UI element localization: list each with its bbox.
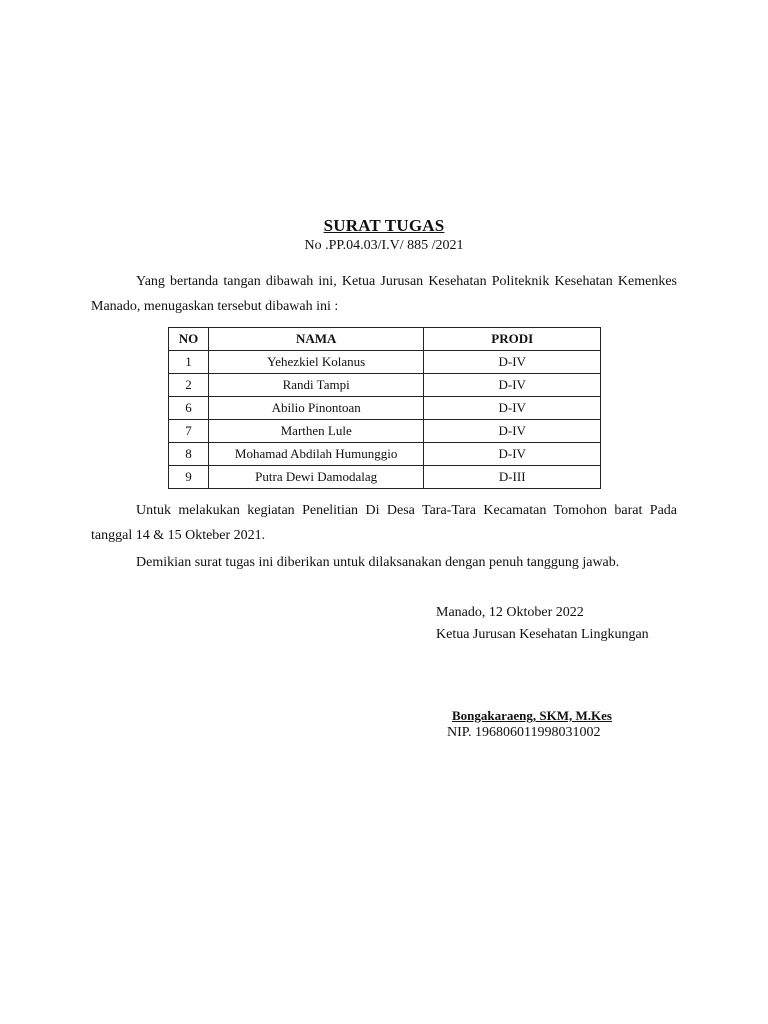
closing-paragraph: Demikian surat tugas ini diberikan untuk dilaksanakan dengan penuh tanggung jawab. <box>136 555 620 570</box>
cell-nama: Yehezkiel Kolanus <box>208 351 424 374</box>
opening-paragraph <box>91 269 677 319</box>
table-row <box>169 443 601 466</box>
purpose-paragraph <box>91 498 677 548</box>
cell-no: 9 <box>169 466 209 489</box>
signature-nip: NIP. 196806011998031002 <box>447 725 601 740</box>
cell-prodi: D-IV <box>424 443 601 466</box>
header-prodi: PRODI <box>424 328 601 351</box>
cell-no: 6 <box>169 397 209 420</box>
table-header-row <box>169 328 601 351</box>
table-row <box>169 351 601 374</box>
cell-nama: Putra Dewi Damodalag <box>208 466 424 489</box>
members-table <box>168 327 601 489</box>
letter-title: SURAT TUGAS <box>323 216 445 235</box>
cell-nama: Mohamad Abdilah Humunggio <box>208 443 424 466</box>
table-row <box>169 374 601 397</box>
cell-nama: Abilio Pinontoan <box>208 397 424 420</box>
cell-nama: Marthen Lule <box>208 420 424 443</box>
cell-prodi: D-IV <box>424 397 601 420</box>
cell-prodi: D-IV <box>424 374 601 397</box>
header-nama: NAMA <box>208 328 424 351</box>
table-row <box>169 466 601 489</box>
cell-no: 2 <box>169 374 209 397</box>
signature-role: Ketua Jurusan Kesehatan Lingkungan <box>436 627 649 642</box>
cell-no: 1 <box>169 351 209 374</box>
cell-prodi: D-III <box>424 466 601 489</box>
table-row <box>169 420 601 443</box>
cell-no: 7 <box>169 420 209 443</box>
signature-name: Bongakaraeng, SKM, M.Kes <box>452 708 612 723</box>
cell-prodi: D-IV <box>424 351 601 374</box>
cell-nama: Randi Tampi <box>208 374 424 397</box>
signature-place-date: Manado, 12 Oktober 2022 <box>436 605 584 620</box>
opening-text: Yang bertanda tangan dibawah ini, Ketua Jurusan Kesehatan Politeknik Kesehatan Kemenkes Manado, menugaskan tersebut dibawah ini : <box>91 274 677 314</box>
cell-no: 8 <box>169 443 209 466</box>
letter-number: No .PP.04.03/I.V/ 885 /2021 <box>304 238 464 253</box>
table-row <box>169 397 601 420</box>
purpose-text: Untuk melakukan kegiatan Penelitian Di Desa Tara-Tara Kecamatan Tomohon barat Pada tanggal 14 & 15 Okteber 2021. <box>91 503 677 543</box>
header-no: NO <box>169 328 209 351</box>
cell-prodi: D-IV <box>424 420 601 443</box>
